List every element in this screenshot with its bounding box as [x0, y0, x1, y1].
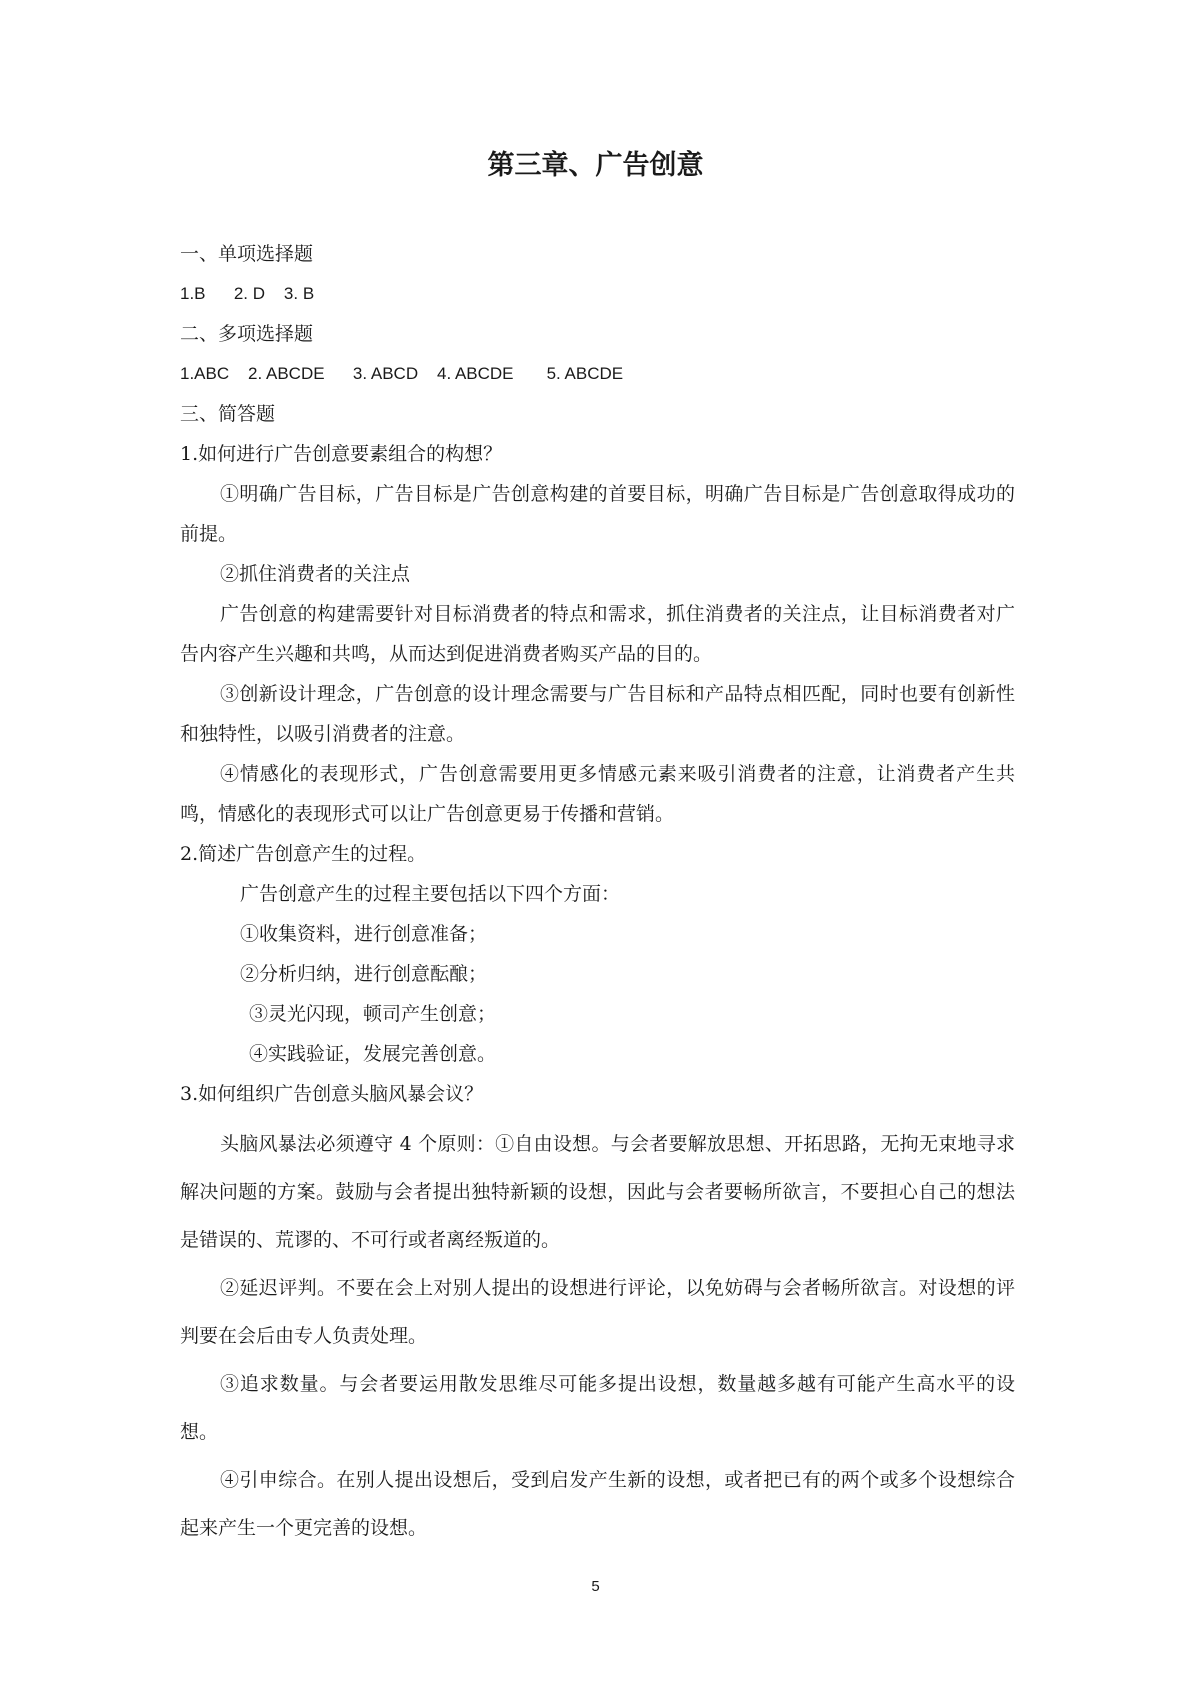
q3-answer-paragraph-4: ④引申综合。在别人提出设想后，受到启发产生新的设想，或者把已有的两个或多个设想综合起来产生一个更完善的设想。 [180, 1469, 1015, 1539]
section-heading-multiple-choice: 二、多项选择题 [180, 323, 314, 345]
q3-answer-paragraph-1: 头脑风暴法必须遵守 4 个原则：①自由设想。与会者要解放思想、开拓思路，无拘无束地寻求解决问题的方案。鼓励与会者提出独特新颖的设想，因此与会者要畅所欲言，不要担心自己的想法是错误的、荒谬的、不可行或者离经叛道的。 [180, 1133, 1015, 1251]
question-1: 1.如何进行广告创意要素组合的构想？ [180, 443, 503, 465]
question-2: 2.简述广告创意产生的过程。 [180, 843, 427, 865]
q3-answer-paragraph-2: ②延迟评判。不要在会上对别人提出的设想进行评论，以免妨碍与会者畅所欲言。对设想的评判要在会后由专人负责处理。 [180, 1277, 1015, 1347]
section-heading-single-choice: 一、单项选择题 [180, 243, 314, 265]
q1-answer-paragraph-4: ③创新设计理念，广告创意的设计理念需要与广告目标和产品特点相匹配，同时也要有创新性和独特性，以吸引消费者的注意。 [180, 683, 1015, 745]
q1-answer-paragraph-5: ④情感化的表现形式，广告创意需要用更多情感元素来吸引消费者的注意，让消费者产生共鸣，情感化的表现形式可以让广告创意更易于传播和营销。 [180, 763, 1015, 825]
q1-answer-paragraph-1: ①明确广告目标，广告目标是广告创意构建的首要目标，明确广告目标是广告创意取得成功的前提。 [180, 483, 1015, 545]
question-3: 3.如何组织广告创意头脑风暴会议？ [180, 1083, 484, 1105]
page-number: 5 [591, 1578, 600, 1595]
q2-step-2: ②分析归纳，进行创意酝酿； [240, 963, 488, 985]
multiple-choice-answers: 1.ABC 2. ABCDE 3. ABCD 4. ABCDE 5. ABCDE [180, 364, 624, 383]
page-content [180, 234, 1015, 1552]
section-heading-short-answer: 三、简答题 [180, 403, 276, 425]
q1-answer-paragraph-3: 广告创意的构建需要针对目标消费者的特点和需求，抓住消费者的关注点，让目标消费者对广告内容产生兴趣和共鸣，从而达到促进消费者购买产品的目的。 [180, 603, 1015, 665]
q3-answer-paragraph-3: ③追求数量。与会者要运用散发思维尽可能多提出设想，数量越多越有可能产生高水平的设想。 [180, 1373, 1015, 1443]
q2-step-1: ①收集资料，进行创意准备； [240, 923, 488, 945]
q2-intro: 广告创意产生的过程主要包括以下四个方面： [240, 883, 621, 905]
page-title: 第三章、广告创意 [487, 150, 704, 181]
q2-step-4: ④实践验证，发展完善创意。 [249, 1043, 497, 1065]
q1-answer-paragraph-2: ②抓住消费者的关注点 [220, 563, 411, 585]
q2-step-3: ③灵光闪现，顿司产生创意； [249, 1003, 497, 1025]
single-choice-answers: 1.B 2. D 3. B [180, 284, 315, 303]
